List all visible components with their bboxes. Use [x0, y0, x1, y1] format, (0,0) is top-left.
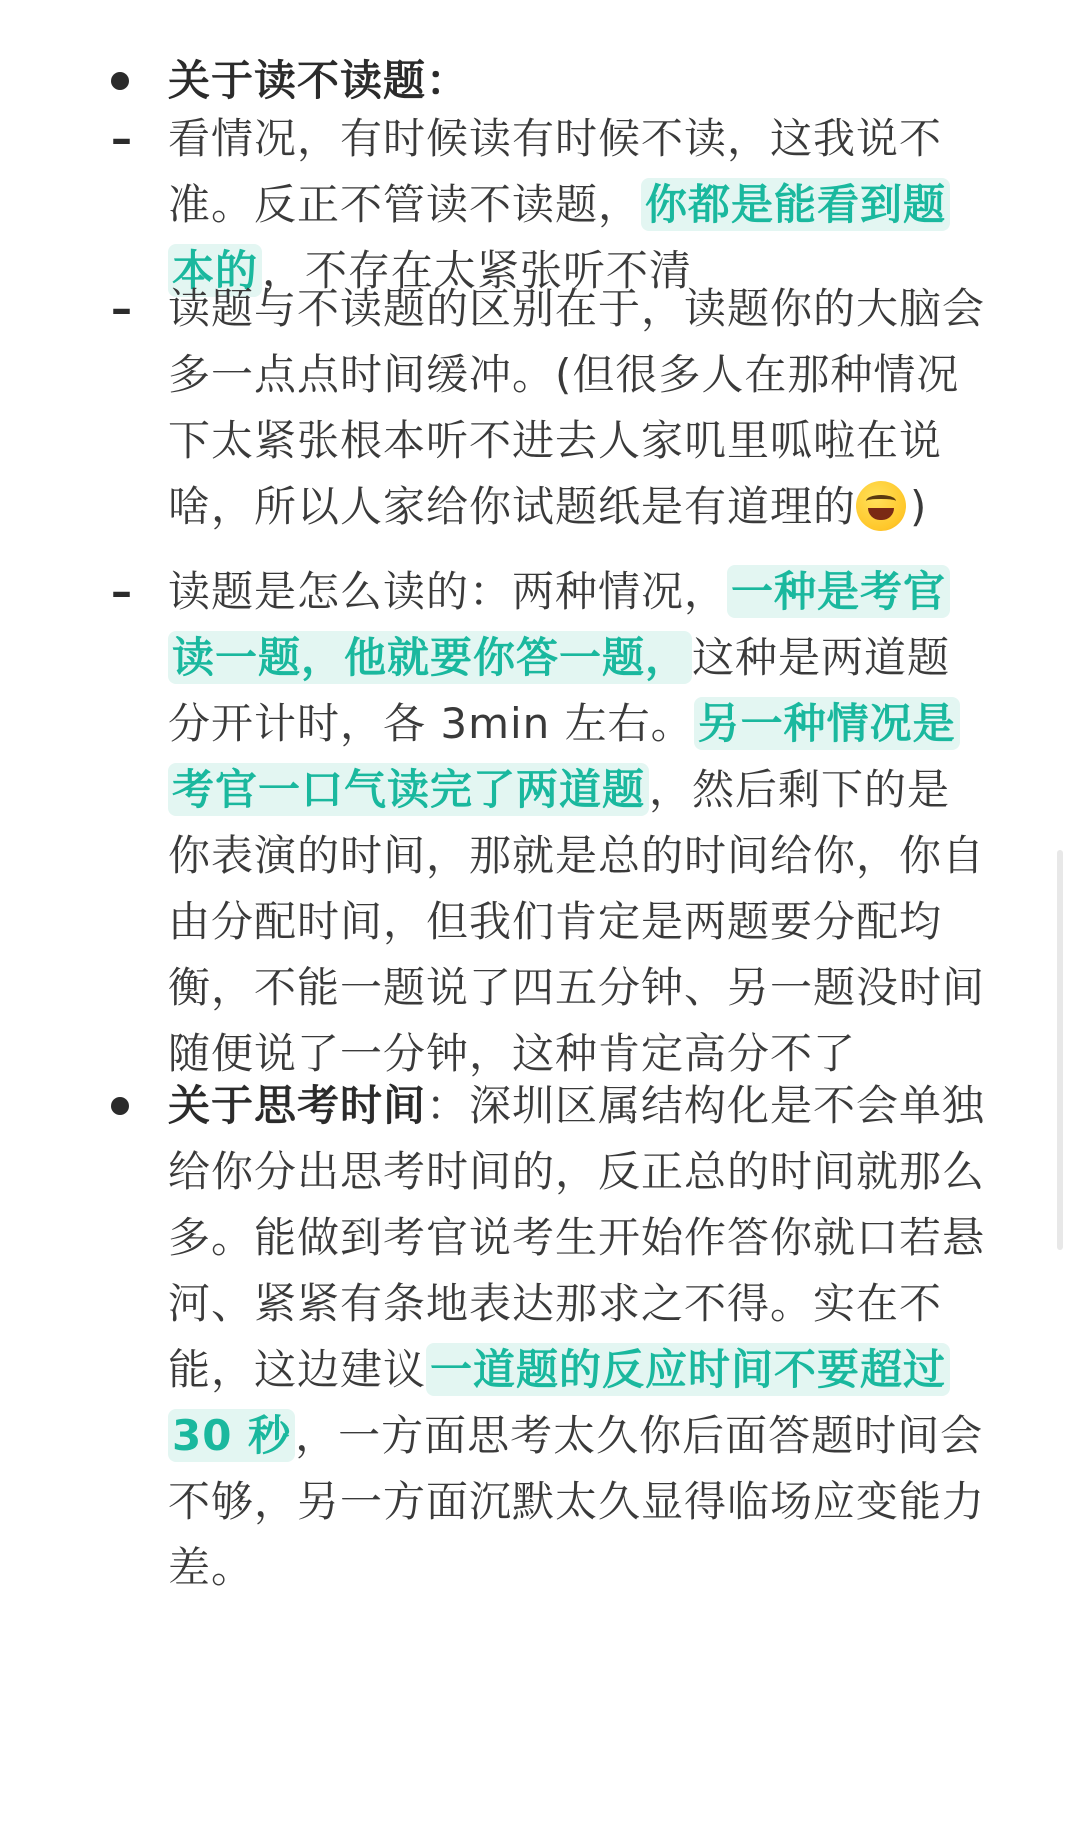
section-heading: 关于读不读题： [168, 56, 470, 105]
highlight-text: 另一种情况是考官一口气读完了两道题 [168, 697, 960, 816]
paragraph-text: 看情况，有时候读有时候不读，这我说不准。反正不管读不读题， [168, 114, 943, 229]
paragraph-text: ，不存在太紧张听不清 [262, 246, 693, 295]
dash-marker: – [111, 284, 133, 333]
paragraph-text: ，然后剩下的是你表演的时间，那就是总的时间给你，你自由分配时间，但我们肯定是两题要分配均衡，不能一题说了四五分钟、另一题没时间随便说了一分钟，这种肯定高分不了 [168, 765, 986, 1078]
highlight-text: 一道题的反应时间不要超过 30 秒 [168, 1343, 950, 1462]
bullet-heading-reading [0, 48, 988, 114]
dash-item-2 [0, 276, 988, 540]
bullet-dot-icon [111, 72, 129, 90]
highlight-text: 一种是考官读一题，他就要你答一题， [168, 565, 950, 684]
dash-item-3 [0, 559, 988, 1087]
dash-item-1 [0, 106, 988, 304]
paragraph-text: ，一方面思考太久你后面答题时间会不够，另一方面沉默太久显得临场应变能力差。 [168, 1411, 986, 1592]
scrollbar[interactable] [1057, 850, 1063, 1250]
paragraph-text: 读题是怎么读的：两种情况， [168, 567, 728, 616]
heading-colon: ： [426, 1081, 470, 1130]
paragraph-text: 读题与不读题的区别在于，读题你的大脑会多一点点时间缓冲。(但很多人在那种情况下太紧张根本听不进去人家叽里呱啦在说啥，所以人家给你试题纸是有道理的 [168, 284, 986, 531]
grinning-squinting-face-icon [856, 481, 906, 531]
highlight-text: 你都是能看到题本的 [168, 178, 950, 297]
paragraph-text: ) [910, 482, 928, 531]
bullet-thinking-time [0, 1073, 988, 1601]
section-heading: 关于思考时间 [168, 1081, 427, 1130]
bullet-dot-icon [111, 1097, 129, 1115]
dash-marker: – [111, 567, 133, 616]
paragraph-text: 深圳区属结构化是不会单独给你分出思考时间的，反正总的时间就那么多。能做到考官说考生开始作答你就口若悬河、紧紧有条地表达那求之不得。实在不能，这边建议 [168, 1081, 986, 1394]
paragraph-text: 这种是两道题分开计时，各 3min 左右。 [168, 633, 951, 748]
dash-marker: – [111, 114, 133, 163]
